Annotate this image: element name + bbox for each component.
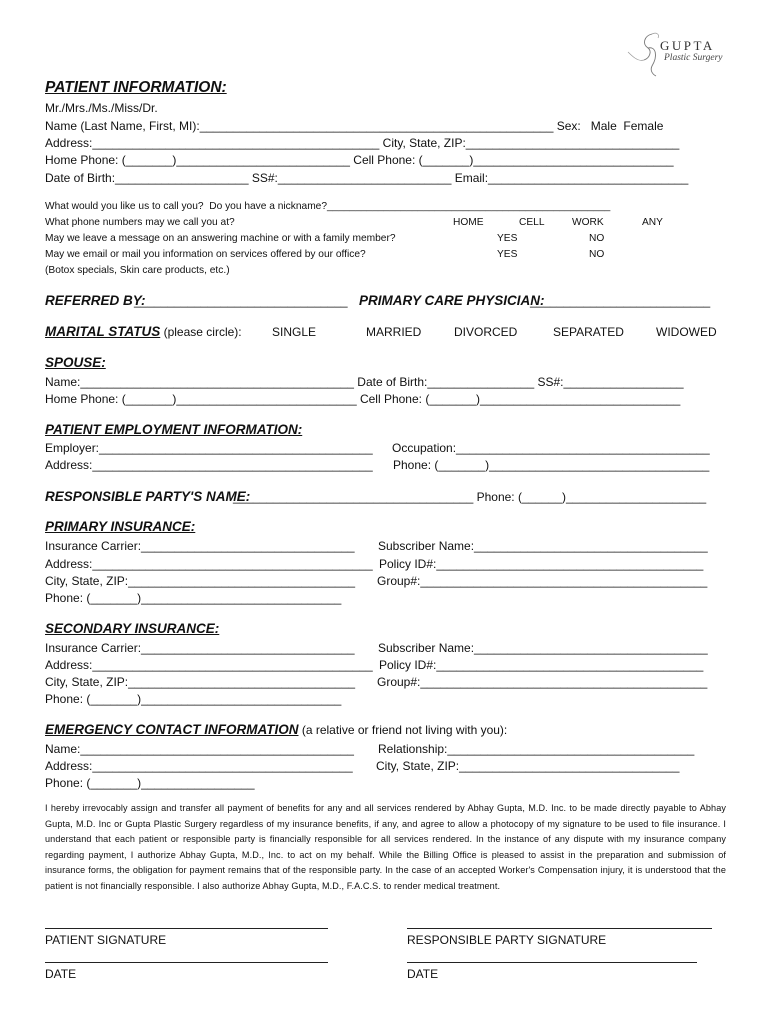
employer-field[interactable]: Employer:_________________________________________ [45, 441, 373, 455]
marital-option-widowed[interactable]: WIDOWED [656, 325, 717, 339]
option-work[interactable]: WORK [572, 217, 604, 228]
primary-phone-field[interactable]: Phone: (_______)______________________________ [45, 591, 342, 605]
responsible-signature-line[interactable] [407, 928, 712, 929]
patient-dob-field[interactable]: Date of Birth:____________________ SS#:__________________________ Email:______________________________ [45, 171, 689, 185]
logo-subtitle: Plastic Surgery [664, 53, 723, 63]
patient-address-field[interactable]: Address:___________________________________________ City, State, ZIP:________________________________ [45, 136, 680, 150]
spouse-heading: SPOUSE: [45, 355, 106, 370]
patient-signature-label: PATIENT SIGNATURE [45, 933, 167, 947]
employer-address-field[interactable]: Address:__________________________________________ [45, 458, 373, 472]
option-any[interactable]: ANY [642, 217, 663, 228]
logo-name: GUPTA [660, 38, 715, 53]
marital-option-single[interactable]: SINGLE [272, 325, 317, 339]
emergency-name-field[interactable]: Name:_________________________________________ [45, 742, 354, 756]
marital-status-hint: (please circle): [160, 325, 242, 339]
primary-group-field[interactable]: Group#:___________________________________________ [377, 574, 708, 588]
responsible-party-label: RESPONSIBLE PARTY'S NAME: [45, 489, 251, 504]
responsible-date-line[interactable] [407, 962, 697, 963]
phone-numbers-question: What phone numbers may we call you at? [45, 217, 235, 228]
patient-date-line[interactable] [45, 962, 328, 963]
primary-address-field[interactable]: Address:__________________________________________ [45, 557, 373, 571]
email-mail-question: May we email or mail you information on services offered by our office? [45, 249, 366, 260]
secondary-group-field[interactable]: Group#:___________________________________________ [377, 675, 708, 689]
spouse-phone-field[interactable]: Home Phone: (_______)___________________________ Cell Phone: (_______)______________________________ [45, 392, 681, 406]
marital-option-separated[interactable]: SEPARATED [553, 325, 624, 339]
emergency-heading-hint: (a relative or friend not living with you): [298, 723, 508, 737]
marital-status-label: MARITAL STATUS [45, 324, 161, 339]
marital-option-divorced[interactable]: DIVORCED [454, 325, 518, 339]
employment-heading: PATIENT EMPLOYMENT INFORMATION: [45, 422, 303, 437]
primary-carrier-field[interactable]: Insurance Carrier:________________________________ [45, 539, 355, 553]
primary-subscriber-field[interactable]: Subscriber Name:___________________________________ [378, 539, 708, 553]
responsible-signature-label: RESPONSIBLE PARTY SIGNATURE [407, 933, 607, 947]
prefix-field-label: Mr./Mrs./Ms./Miss/Dr. [45, 101, 158, 115]
primary-city-field[interactable]: City, State, ZIP:__________________________________ [45, 574, 356, 588]
emergency-relationship-field[interactable]: Relationship:_____________________________________ [378, 742, 695, 756]
patient-phone-field[interactable]: Home Phone: (_______)__________________________ Cell Phone: (_______)______________________________ [45, 153, 674, 167]
spouse-name-field[interactable]: Name:_________________________________________ Date of Birth:________________ SS#:__________________ [45, 375, 684, 389]
primary-insurance-heading: PRIMARY INSURANCE: [45, 519, 196, 534]
responsible-date-label: DATE [407, 967, 439, 981]
pcp-field[interactable]: ___________________________ [530, 294, 711, 308]
message-question: May we leave a message on an answering machine or with a family member? [45, 233, 396, 244]
option-cell[interactable]: CELL [519, 217, 545, 228]
page-title: PATIENT INFORMATION: [45, 79, 227, 96]
emergency-heading-label: EMERGENCY CONTACT INFORMATION [45, 722, 299, 737]
employer-phone-field[interactable]: Phone: (_______)_________________________________ [393, 458, 710, 472]
email-no-option[interactable]: NO [589, 249, 605, 260]
secondary-policy-field[interactable]: Policy ID#:________________________________________ [379, 658, 704, 672]
referred-by-field[interactable]: ________________________________ [134, 294, 348, 308]
secondary-city-field[interactable]: City, State, ZIP:__________________________________ [45, 675, 356, 689]
botox-note: (Botox specials, Skin care products, etc.) [45, 265, 230, 276]
secondary-phone-field[interactable]: Phone: (_______)______________________________ [45, 692, 342, 706]
emergency-heading [45, 722, 507, 738]
email-yes-option[interactable]: YES [497, 249, 518, 260]
assignment-of-benefits-text: I hereby irrevocably assign and transfer all payment of benefits for any and all services rendered by Abhay Gupta, M.D. Inc. to be made directly payable to Abhay Gupta, M.D. Inc or Gupta Plastic Surgery regardless of my insurance benefits, if any, and agree to allow a photocopy of my signature to be used to file insurance. I understand that each patient or responsible party is financially responsible for all services rendered. In the instance of any dispute with my insurance company regarding payment, I authorize Abhay Gupta, M.D., Inc. to act on my behalf. While the Billing Office is pleased to assist in the preparation and submission of insurance forms, the obligation for payment remains that of the responsible party. In the case of an accepted Worker's Compensation injury, it is understood that the patient is not financially responsible. I also authorize Abhay Gupta, M.D., F.A.C.S. to render medical treatment. [45, 803, 726, 891]
occupation-field[interactable]: Occupation:______________________________________ [392, 441, 710, 455]
emergency-phone-field[interactable]: Phone: (_______)_________________ [45, 776, 255, 790]
emergency-city-field[interactable]: City, State, ZIP:_________________________________ [376, 759, 680, 773]
message-yes-option[interactable]: YES [497, 233, 518, 244]
nickname-field[interactable]: What would you like us to call you? Do you have a nickname?__________________________________________________ [45, 201, 611, 212]
pcp-label: PRIMARY CARE PHYSICIAN: [359, 293, 545, 308]
secondary-address-field[interactable]: Address:__________________________________________ [45, 658, 373, 672]
marital-status-heading [45, 324, 242, 340]
primary-policy-field[interactable]: Policy ID#:________________________________________ [379, 557, 704, 571]
patient-name-field[interactable]: Name (Last Name, First, MI):_____________________________________________________ Sex: Male Female [45, 119, 664, 133]
marital-option-married[interactable]: MARRIED [366, 325, 422, 339]
secondary-insurance-heading: SECONDARY INSURANCE: [45, 621, 220, 636]
patient-signature-line[interactable] [45, 928, 328, 929]
message-no-option[interactable]: NO [589, 233, 605, 244]
secondary-subscriber-field[interactable]: Subscriber Name:___________________________________ [378, 641, 708, 655]
option-home[interactable]: HOME [453, 217, 484, 228]
referred-by-label: REFERRED BY: [45, 293, 146, 308]
emergency-address-field[interactable]: Address:_______________________________________ [45, 759, 353, 773]
patient-date-label: DATE [45, 967, 77, 981]
responsible-party-field[interactable]: ____________________________________ Phone: (______)_____________________ [233, 490, 707, 504]
secondary-carrier-field[interactable]: Insurance Carrier:________________________________ [45, 641, 355, 655]
